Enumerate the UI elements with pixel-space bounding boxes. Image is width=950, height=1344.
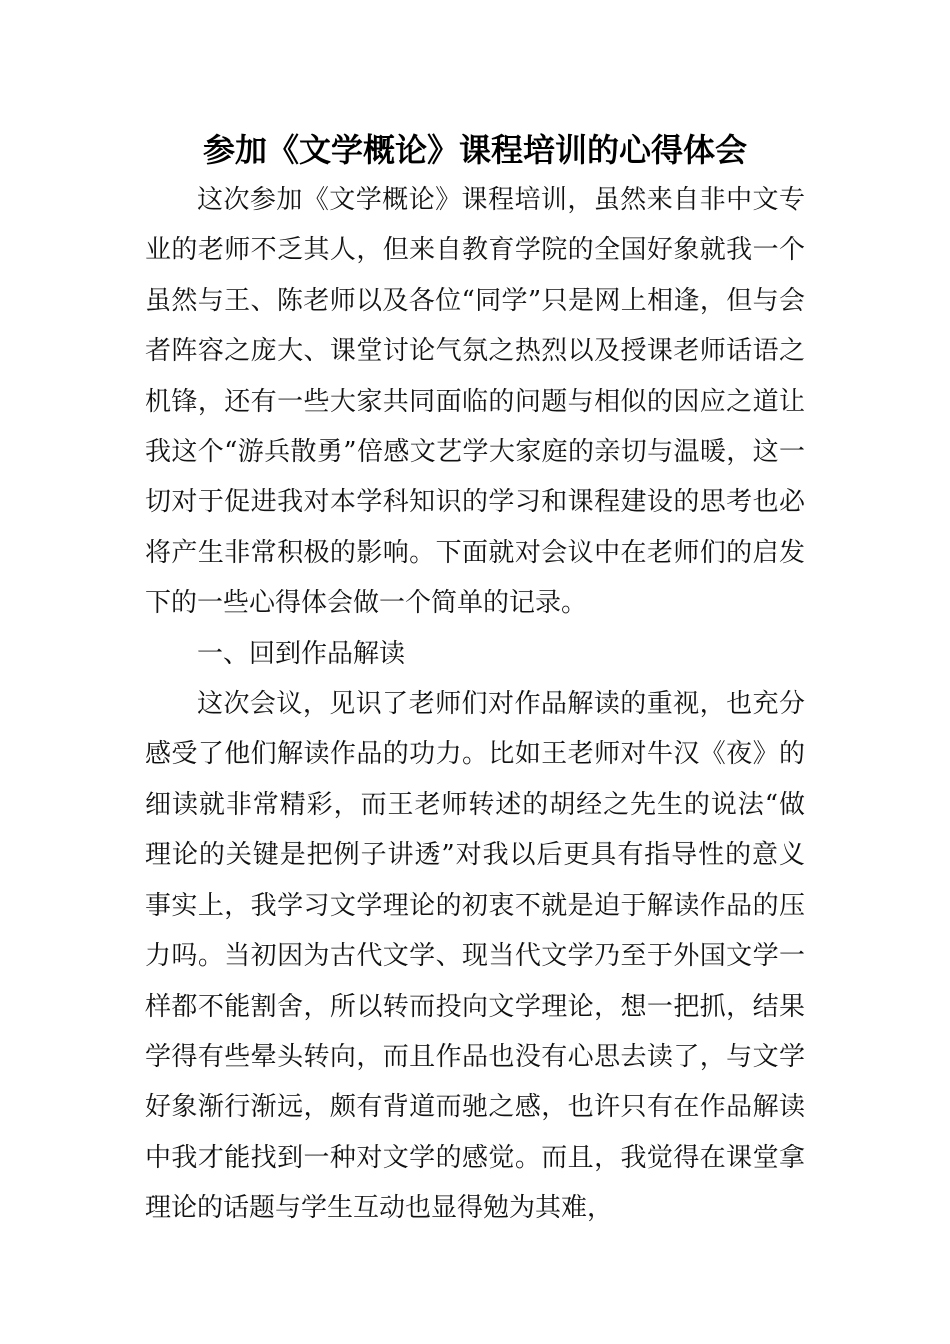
document-body [145,175,805,1234]
paragraph-section-1: 这次会议，见识了老师们对作品解读的重视，也充分感受了他们解读作品的功力。比如王老师对牛汉《夜》的细读就非常精彩，而王老师转述的胡经之先生的说法“做理论的关键是把例子讲透”对我以后更具有指导性的意义事实上，我学习文学理论的初衷不就是迫于解读作品的压力吗。当初因为古代文学、现当代文学乃至于外国文学一样都不能割舍，所以转而投向文学理论，想一把抓，结果学得有些晕头转向，而且作品也没有心思去读了，与文学好象渐行渐远，颇有背道而驰之感，也许只有在作品解读中我才能找到一种对文学的感觉。而且，我觉得在课堂拿理论的话题与学生互动也显得勉为其难， [145,689,805,1224]
document-title: 参加《文学概论》课程培训的心得体会 [202,131,747,169]
section-heading: 一、回到作品解读 [197,638,406,669]
paragraph-intro: 这次参加《文学概论》课程培训，虽然来自非中文专业的老师不乏其人，但来自教育学院的全国好象就我一个虽然与王、陈老师以及各位“同学”只是网上相逢，但与会者阵容之庞大、课堂讨论气氛之热烈以及授课老师话语之机锋，还有一些大家共同面临的问题与相似的因应之道让我这个“游兵散勇”倍感文艺学大家庭的亲切与温暖，这一切对于促进我对本学科知识的学习和课程建设的思考也必将产生非常积极的影响。下面就对会议中在老师们的启发下的一些心得体会做一个简单的记录。 [145,185,805,619]
